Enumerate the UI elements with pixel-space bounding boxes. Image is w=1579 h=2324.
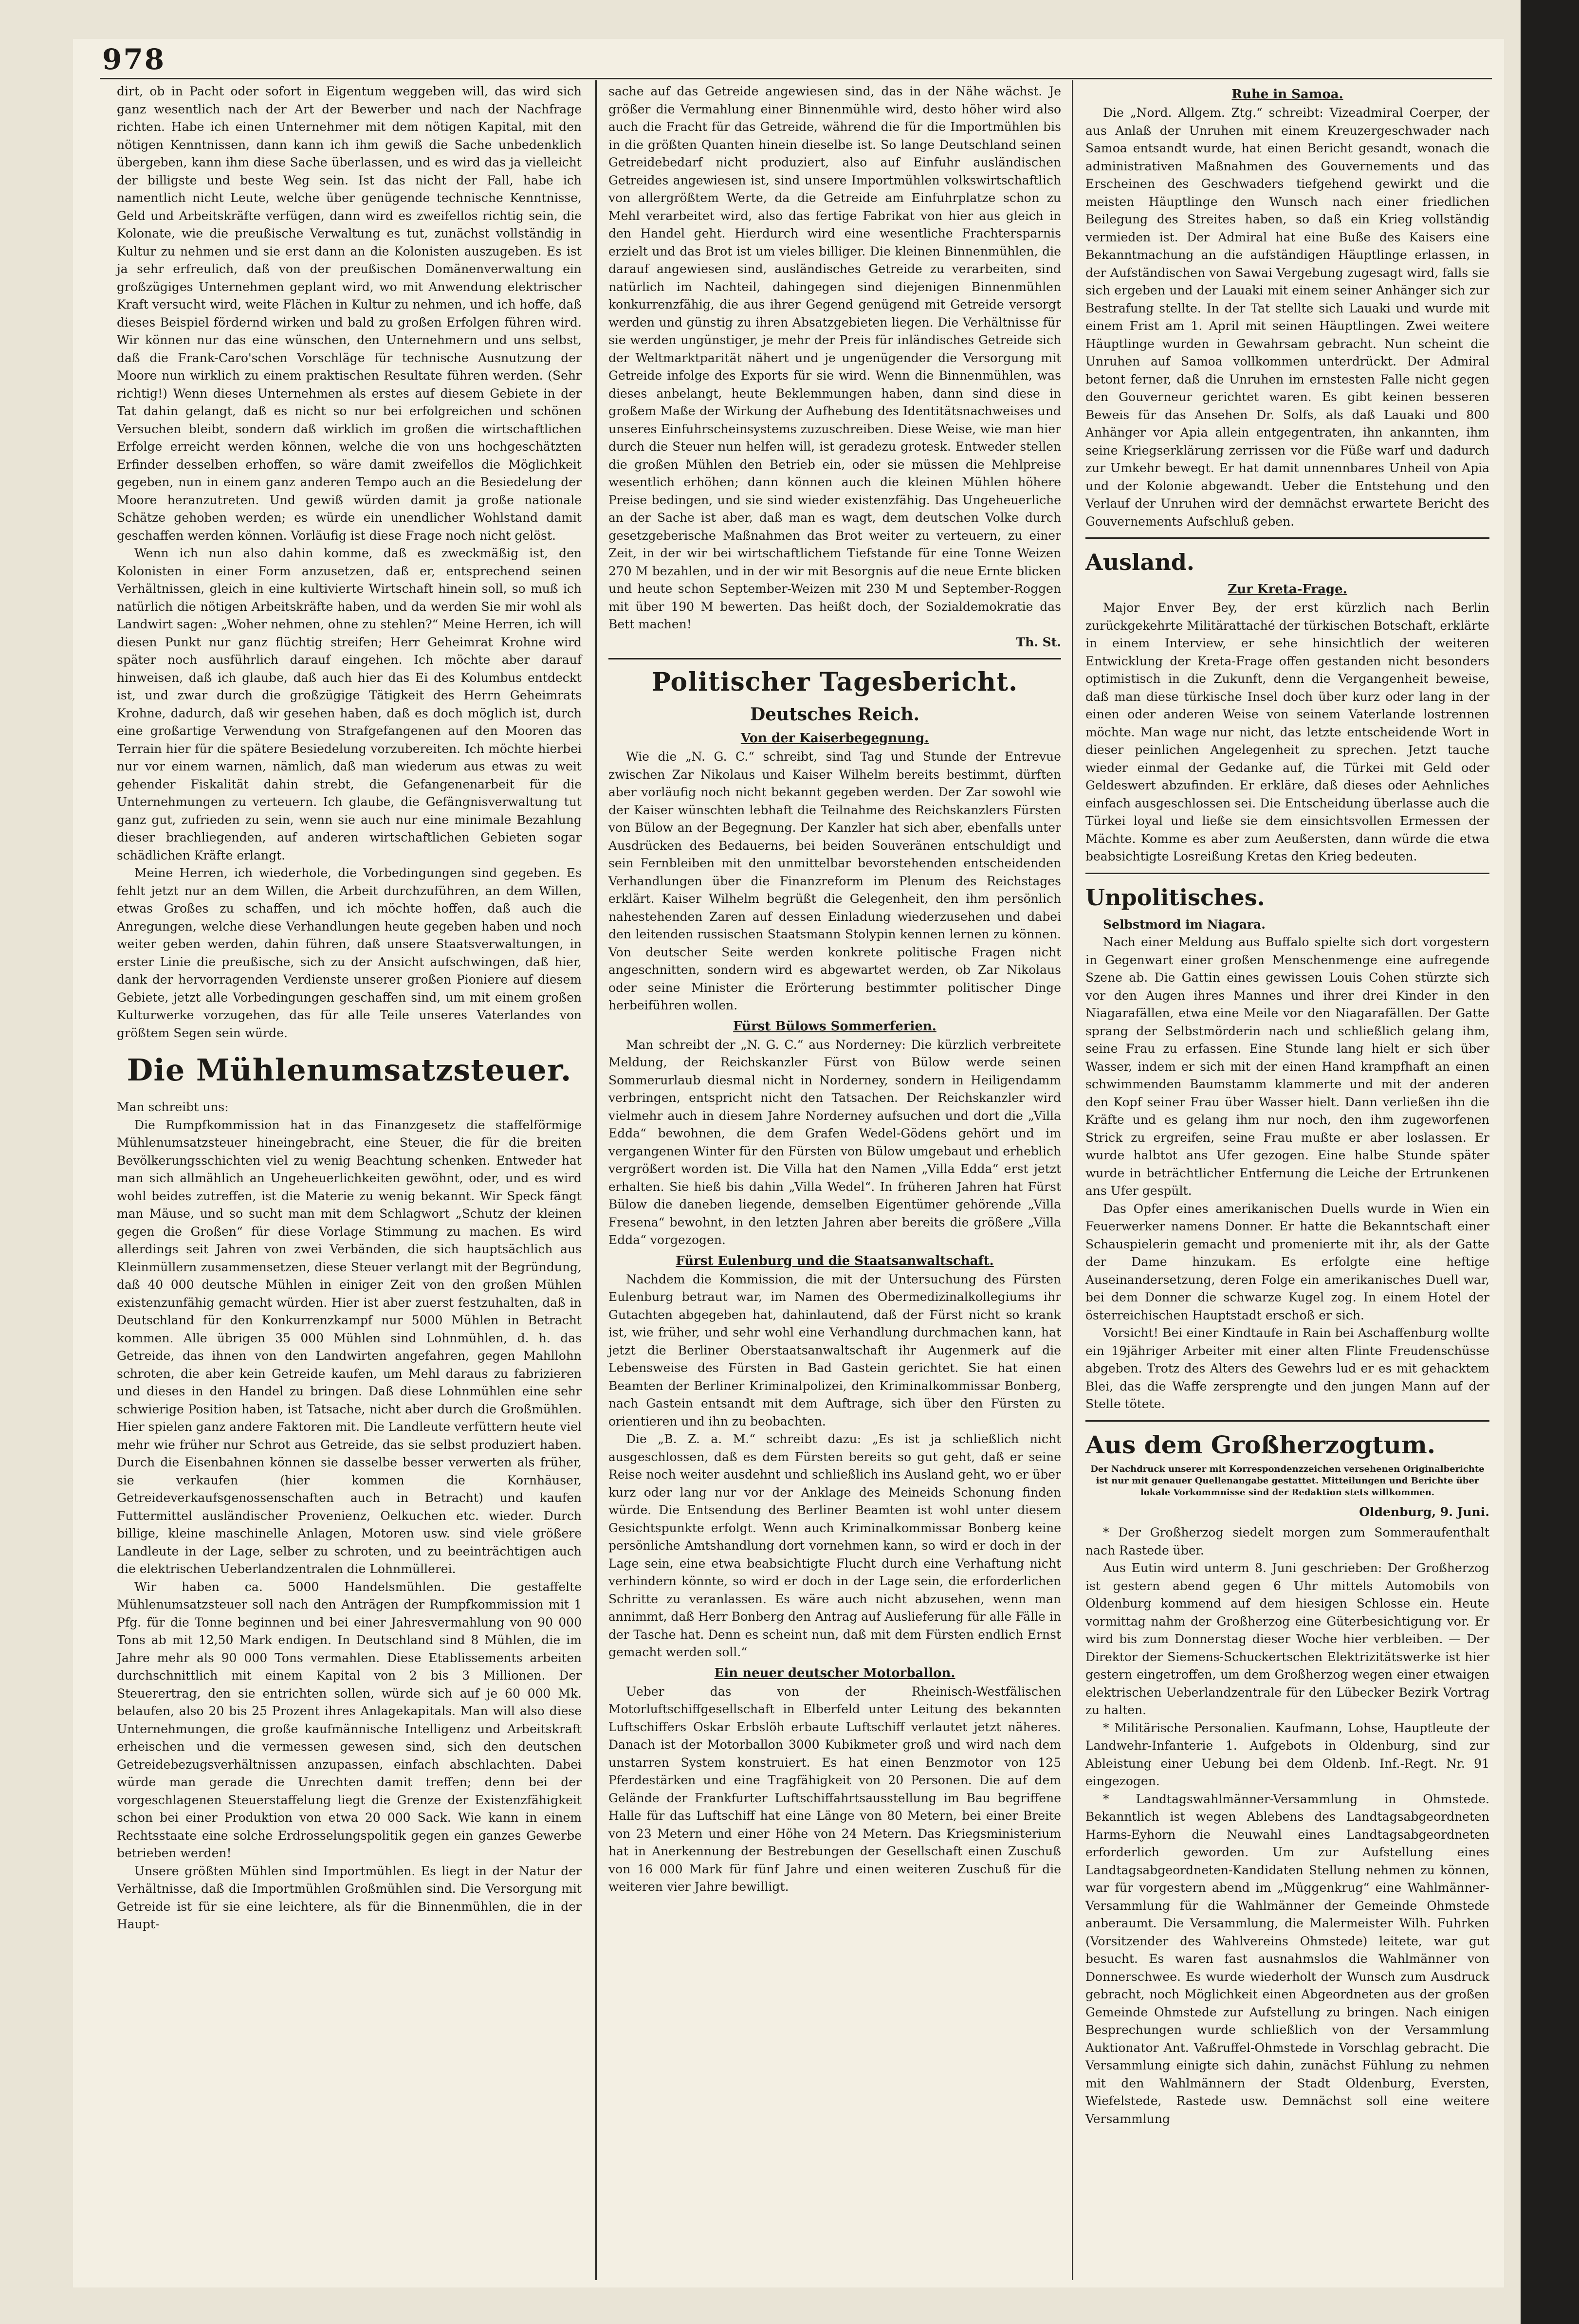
author-signoff: Th. St. xyxy=(1016,635,1061,649)
paragraph: Wie die „N. G. C.“ schreibt, sind Tag und Stunde der Entrevue zwischen Zar Nikolaus und Kaiser Wilhelm bereits bestimmt, dürften aber vorläufig noch nicht bekannt gegeben werden. Der Zar sowohl wie der Kaiser wünschten lebhaft die Teilnahme des Reichskanzlers Fürsten von Bülow an der Begegnung. Der Kanzler hat sich aber, ebenfalls unter Ausdrücken des Bedauerns, bei beiden Souveränen entschuldigt und sein Fernbleiben mit den unmittelbar bevorstehenden entscheidenden Verhandlungen über die Finanzreform im Plenum des Reichstages erklärt. Kaiser Wilhelm begrüßt die Gelegenheit, den ihm persönlich nahestehenden Zaren auf dessen Einladung wiederzusehen und dabei den leitenden russischen Staatsmann Stolypin kennen lernen zu können. Von deutscher Seite werden konkrete politische Fragen nicht angeschnitten, sondern wird es abgewartet werden, ob Zar Nikolaus oder seine Minister die Erörterung bestimmter politischer Dinge herbeiführen wollen. xyxy=(608,750,1061,1012)
item-title: Ein neuer deutscher Motorballon. xyxy=(714,1665,955,1681)
paragraph: Aus Eutin wird unterm 8. Juni geschrieben: Der Großherzog ist gestern abend gegen 6 Uhr mittels Automobils von Oldenburg kommend auf dem hiesigen Schlosse ein. Heute vormittag nahm der Großherzog eine Güterbesichtigung vor. Er wird bis zum Donnerstag dieser Woche hier verbleiben. — Der Direktor der Siemens-Schuckertschen Elektrizitätswerke ist hier gestern eingetroffen, um dem Großherzog wegen einer etwaigen elektrischen Ueberlandzentrale für den Lübecker Bezirk Vortrag zu halten. xyxy=(1085,1561,1489,1717)
paragraph: Vorsicht! Bei einer Kindtaufe in Rain bei Aschaffenburg wollte ein 19jähriger Arbeiter mit einer alten Flinte Freudenschüsse abgeben. Trotz des Alters des Gewehrs lud er es mit gehacktem Blei, das die Waffe zersprengte und den jungen Mann auf der Stelle tötete. xyxy=(1085,1326,1489,1411)
item-title: Selbstmord im Niagara. xyxy=(1103,917,1266,932)
paragraph: Man schreibt uns: xyxy=(117,1100,229,1114)
paragraph: Das Opfer eines amerikanischen Duells wurde in Wien ein Feuerwerker namens Donner. Er hatte die Bekanntschaft einer Schauspielerin gemacht und promenierte mit ihr, als der Gatte der Dame hinzukam. Es erfolgte eine heftige Auseinandersetzung, deren Folge ein amerikanisches Duell war, bei dem Donner die schwarze Kugel zog. In einem Hotel der österreichischen Hauptstadt erschoß er sich. xyxy=(1085,1201,1489,1322)
paragraph: dirt, ob in Pacht oder sofort in Eigentum weggeben will, das wird sich ganz wesentlich nach der Art der Bewerber und nach der Nachfrage richten. Habe ich einen Unternehmer mit dem nötigen Kapital, mit den nötigen Kenntnissen, dann kann ich ihm gewiß die Sache unbedenklich übergeben, kann ihm diese Sache überlassen, und es wird das ja vielleicht der billigste und beste Weg sein. Ist das nicht der Fall, habe ich namentlich nicht Leute, welche über genügende technische Kenntnisse, Geld und Arbeitskräfte verfügen, dann wird es zweifellos richtig sein, die Kolonate, wie die preußische Verwaltung es tut, zunächst vollständig in Kultur zu nehmen und sie erst dann an die Kolonisten auszugeben. Es ist ja sehr erfreulich, daß von der preußischen Domänenverwaltung ein großzügiges Unternehmen geplant wird, wo mit Anwendung elektrischer Kraft versucht wird, weite Flächen in Kultur zu nehmen, und ich hoffe, daß dieses Beispiel fördernd wirken und bald zu großen Erfolgen führen wird. Wir können nur das eine wünschen, den Unternehmern und uns selbst, daß die Frank-Caro'schen Vorschläge für technische Ausnutzung der Moore nun wirklich zu einem praktischen Resultate führen werden. (Sehr richtig!) Wenn dieses Unternehmen als erstes auf diesem Gebiete in der Tat dahin gelangt, daß es nicht so nur bei erfolgreichen und schönen Versuchen bleibt, sondern daß wirklich im großen die wirtschaftlichen Erfolge erreicht werden können, welche die von uns hochgeschätzten Erfinder desselben erhoffen, so wäre damit zweifellos die Möglichkeit gegeben, nun in einem ganz anderen Tempo auch an die Besiedelung der Moore heranzutreten. Und gewiß würden damit ja große nationale Schätze gehoben werden; es würde ein unendlicher Wohlstand damit geschaffen werden können. Vorläufig ist diese Frage noch nicht gelöst. xyxy=(117,84,582,543)
paragraph: * Der Großherzog siedelt morgen zum Sommeraufenthalt nach Rastede über. xyxy=(1085,1525,1489,1557)
paragraph xyxy=(1085,916,1489,934)
section-subtitle: Deutsches Reich. xyxy=(750,704,920,725)
divider xyxy=(608,658,1061,659)
paragraph: Ueber das von der Rheinisch-Westfälischen Motorluftschiffgesellschaft in Elberfeld unter Leitung des bekannten Luftschiffers Oskar Erbslöh erbaute Luftschiff verlautet jetzt näheres. Danach ist der Motorballon 3000 Kubikmeter groß und wird nach dem unstarren System konstruiert. Es hat einen Benzmotor von 125 Pferdestärken und eine Tragfähigkeit von 20 Personen. Die auf dem Gelände der Frankfurter Luftschiffahrtsausstellung im Bau begriffene Halle für das Luftschiff hat eine Länge von 80 Metern, bei einer Breite von 23 Metern und einer Höhe von 24 Metern. Das Kriegsministerium hat in Anerkennung der Bestrebungen der Gesellschaft einen Zuschuß von 16 000 Mark für fünf Jahre und einen weiteren Zuschuß für die weiteren vier Jahre bewilligt. xyxy=(608,1684,1061,1894)
dateline: Oldenburg, 9. Juni. xyxy=(1359,1504,1489,1519)
paragraph: Die „Nord. Allgem. Ztg.“ schreibt: Vizeadmiral Coerper, der aus Anlaß der Unruhen mit einem Kreuzergeschwader nach Samoa entsandt wurde, hat einen Bericht gesandt, wonach die administrativen Maßnahmen des Gouvernements und das Erscheinen des Geschwaders tiefgehend gewirkt und die meisten Häuptlinge den Wunsch nach einer friedlichen Beilegung des Streites haben, so daß ein Krieg vollständig vermieden ist. Der Admiral hat eine Buße des Kaisers eine Bekanntmachung an die aufständigen Häuptlinge erlassen, in der Aufständischen von Sawai Vergebung zugesagt wird, falls sie sich ergeben und der Lauaki mit einem seiner Anhänger sich zur Bestrafung stellte. In der Tat stellte sich Lauaki und wurde mit einem Frist am 1. April mit seinen Häuptlingen. Zwei weitere Häuptlinge wurden in Gewahrsam gebracht. Nun scheint die Unruhen auf Samoa vollkommen unterdrückt. Der Admiral betont ferner, daß die Unruhen im ernstesten Falle nicht gegen den Gouverneur gerichtet waren. Es gibt keinen besseren Beweis für das Ansehen Dr. Solfs, als daß Lauaki und 800 Anhänger vor Apia allein entgegentraten, ihn ankannten, ihm seine Kriegserklärung zerrissen vor die Füße warf und dadurch zur Umkehr bewegt. Er hat damit unnennbares Unheil von Apia und der Kolonie abgewandt. Ueber die Entstehung und den Verlauf der Unruhen wird der demnächst erwartete Bericht des Gouvernements Aufschluß geben. xyxy=(1085,106,1489,529)
article-headline: Die Mühlenumsatzsteuer. xyxy=(127,1052,572,1088)
reprint-notice: Der Nachdruck unserer mit Korrespondenzzeichen versehenen Originalberichte ist nur mit genauer Quellenangabe gestattet. Mitteilungen und Berichte über lokale Vorkommnisse sind der Redaktion stets willkommen. xyxy=(1090,1464,1485,1498)
item-title: Von der Kaiserbegegnung. xyxy=(740,731,929,746)
paragraph: Meine Herren, ich wiederhole, die Vorbedingungen sind gegeben. Es fehlt jetzt nur an dem Willen, die Arbeit durchzuführen, an dem Willen, etwas Großes zu schaffen, und ich möchte hoffen, daß auch die Anregungen, welche diese Verhandlungen heute gegeben haben und noch weiter geben werden, dahin führen, daß unsere Staatsverwaltungen, in erster Linie die preußische, sich zu der Ansicht aufschwingen, daß hier, dank der hervorragenden Verdienste unserer großen Pioniere auf diesem Gebiete, jetzt alle Vorbedingungen geschaffen sind, um mit einem großen Kulturwerke vorzugehen, das für alle Teile unseres Vaterlandes von größtem Segen sein würde. xyxy=(117,866,582,1040)
paragraph: Die „B. Z. a. M.“ schreibt dazu: „Es ist ja schließlich nicht ausgeschlossen, daß es dem Fürsten bereits so gut geht, daß er seine Reise noch weiter ausdehnt und schließlich ins Ausland geht, wo er über kurz oder lang nur vor der Anklage des Meineids Schonung finden würde. Die Entsendung des Berliner Beamten ist wohl unter diesem Gesichtspunkte erfolgt. Wenn auch Kriminalkommissar Bonberg keine persönliche Amtshandlung dort vornehmen kann, so wird er doch in der Lage sein, eine etwa beabsichtigte Flucht durch eine Verhaftung nicht verhindern könnte, so wird er doch in der Lage sein, die erforderlichen Schritte zu veranlassen. Es wäre auch nicht abzusehen, wenn man annimmt, daß Herr Bonberg den Antrag auf Auslieferung für alle Fälle in der Tasche hat. Denn es scheint nun, daß mit dem Fürsten endlich Ernst gemacht werden soll.“ xyxy=(608,1432,1061,1659)
paragraph: Wir haben ca. 5000 Handelsmühlen. Die gestaffelte Mühlenumsatzsteuer soll nach den Anträgen der Rumpfkommission mit 1 Pfg. für die Tonne beginnen und bei einer Jahresvermahlung von 90 000 Tons ab mit 12,50 Mark endigen. In Deutschland sind 8 Mühlen, die im Jahre mehr als 90 000 Tons vermahlen. Diese Etablissements arbeiten durchschnittlich mit einem Kapital von 2 bis 3 Millionen. Der Steuerertrag, den sie entrichten sollen, würde sich auf je 60 000 Mk. belaufen, also 20 bis 25 Prozent ihres Anlagekapitals. Man will also diese Unternehmungen, die große kaufmännische Intelligenz und Arbeitskraft erheischen und die vermessen gewesen sind, sich den deutschen Getreidebezugsverhältnissen anzupassen, einfach abschlachten. Dabei würde man gerade die Unrechten damit treffen; denn bei der vorgeschlagenen Steuerstaffelung liegt die Grenze der Existenzfähigkeit schon bei einer Produktion von etwa 20 000 Sack. Wie kann in einem Rechtsstaate eine solche Erdrosselungspolitik gegen ein ganzes Gewerbe betrieben werden! xyxy=(117,1579,582,1860)
paragraph: * Landtagswahlmänner-Versammlung in Ohmstede. Bekanntlich ist wegen Ablebens des Landtagsabgeordneten Harms-Eyhorn die Neuwahl eines Landtagsabgeordneten erforderlich geworden. Um zur Aufstellung eines Landtagsabgeordneten-Kandidaten Stellung nehmen zu können, war für vorgestern abend im „Müggenkrug“ eine Wahlmänner-Versammlung für die Wahlmänner der Gemeinde Ohmstede anberaumt. Die Versammlung, die Malermeister Wilh. Fuhrken (Vorsitzender des Wahlvereins Ohmstede) leitete, war gut besucht. Es waren fast ausnahmslos die Wahlmänner von Donnerschwee. Es wurde wiederholt der Wunsch zum Ausdruck gebracht, noch Möglichkeit einen Abgeordneten aus der großen Gemeinde Ohmstede zur Aufstellung zu bringen. Nach einigen Besprechungen wurde schließlich von der Versammlung Auktionator Ant. Vaßruffel-Ohmstede in Vorschlag gebracht. Die Versammlung einigte sich dahin, zunächst Fühlung zu nehmen mit den Wahlmännern der Stadt Oldenburg, Eversten, Wiefelstede, Rastede usw. Demnächst soll eine weitere Versammlung xyxy=(1085,1792,1489,2126)
paragraph: Nach einer Meldung aus Buffalo spielte sich dort vorgestern in Gegenwart einer großen Menschenmenge eine aufregende Szene ab. Die Gattin eines gewissen Louis Cohen stürzte sich vor den Augen ihres Mannes und ihrer drei Kinder in den Niagarafällen, etwa eine Meile vor den Niagarafällen. Der Gatte sprang der Selbstmörderin nach und schließlich gelang ihm, seine Frau zu erfassen. Eine Stunde lang hielt er sich über Wasser, indem er sich mit der einen Hand krampfhaft an einen schwimmenden Baumstamm klammerte und mit der anderen den Kopf seiner Frau über Wasser hielt. Dann verließen ihn die Kräfte und es gelang ihm nur noch, den ihm zugeworfenen Strick zu ergreifen, seine Frau mußte er aber loslassen. Er wurde halbtot ans Ufer gezogen. Eine halbe Stunde später wurde in beträchtlicher Entfernung die Leiche der Ertrunkenen ans Ufer gespült. xyxy=(1085,935,1489,1198)
item-title: Fürst Bülows Sommerferien. xyxy=(733,1019,936,1034)
column-1 xyxy=(117,83,582,1934)
divider xyxy=(1085,873,1489,874)
top-rule xyxy=(100,78,1492,79)
paragraph: Unsere größten Mühlen sind Importmühlen. Es liegt in der Natur der Verhältnisse, daß die Importmühlen Großmühlen sind. Die Versorgung mit Getreide ist für sie eine leichtere, als für die Binnenmühlen, die in der Haupt- xyxy=(117,1864,582,1931)
page-number: 978 xyxy=(102,43,166,76)
column-2 xyxy=(608,83,1061,1896)
paragraph: Nachdem die Kommission, die mit der Untersuchung des Fürsten Eulenburg betraut war, im Namen des Obermedizinalkollegiums ihr Gutachten abgegeben hat, dahinlautend, daß der Fürst nicht so krank ist, wie früher, und sehr wohl eine Verhandlung durchmachen kann, hat jetzt die Berliner Oberstaatsanwaltschaft ihr Augenmerk auf die Lebensweise des Fürsten in Bad Gastein gerichtet. Sie hat einen Beamten der Berliner Kriminalpolizei, den Kriminalkommissar Bonberg, nach Gastein entsandt mit dem Auftrage, sich über den Fürsten zu orientieren und ihn zu beobachten. xyxy=(608,1272,1061,1428)
section-headline: Politischer Tagesbericht. xyxy=(651,667,1018,697)
item-title: Ruhe in Samoa. xyxy=(1231,87,1343,102)
item-title: Fürst Eulenburg und die Staatsanwaltschaft. xyxy=(676,1253,994,1268)
section-headline: Ausland. xyxy=(1085,549,1194,575)
paragraph: Die Rumpfkommission hat in das Finanzgesetz die staffelförmige Mühlenumsatzsteuer hineingebracht, eine Steuer, die für die breiten Bevölkerungsschichten viel zu wenig Beachtung schenken. Entweder hat man sich allmählich an Ungeheuerlichkeiten gewöhnt, oder, und es wird wohl beides zutreffen, ist die Materie zu wenig bekannt. Wir Speck fängt man Mäuse, und so sucht man mit dem Schlagwort „Schutz der kleinen gegen die Großen“ für diese Vorlage Stimmung zu machen. Es wird allerdings seit Jahren von zwei Verbänden, die sich hauptsächlich aus Kleinmüllern zusammensetzen, diese Steuer verlangt mit der Begründung, daß 40 000 deutsche Mühlen in einiger Zeit von den großen Mühlen existenzunfähig gemacht würden. Hier ist aber zuerst festzuhalten, daß in Deutschland für den Konkurrenzkampf nur 5000 Mühlen in Betracht kommen. Alle übrigen 35 000 Mühlen sind Lohnmühlen, d. h. das Getreide, das ihnen von den Landwirten angefahren, gegen Mahllohn schroten, die aber kein Getreide kaufen, um Mehl daraus zu fabrizieren und dieses in den Handel zu bringen. Daß diese Lohnmühlen eine sehr schwierige Position haben, ist Tatsache, nicht aber durch die Großmühlen. Hier spielen ganz andere Faktoren mit. Die Landleute verfüttern heute viel mehr wie früher nur Schrot aus Getreide, das sie selbst produziert haben. Durch die Eisenbahnen können sie dasselbe besser verwerten als früher, sie verkaufen (hier kommen die Kornhäuser, Getreideverkaufsgenossenschaften auch in Betracht) und kaufen Futtermittel ausländischer Provenienz, Oelkuchen etc. wieder. Durch billige, kleine maschinelle Anlagen, Motoren usw. sind viele größere Landleute in der Lage, selber zu schroten, und zu beeinträchtigen auch die elektrischen Ueberlandzentralen die Lohnmüllerei. xyxy=(117,1117,582,1576)
column-rule-1 xyxy=(595,80,597,2280)
divider xyxy=(1085,537,1489,539)
divider xyxy=(1085,1420,1489,1422)
column-rule-2 xyxy=(1072,80,1073,2280)
paragraph: Major Enver Bey, der erst kürzlich nach Berlin zurückgekehrte Militärattaché der türkischen Botschaft, erklärte in einem Interview, er sehe hinsichtlich der weiteren Entwicklung der Kreta-Frage offen gestanden nicht besonders optimistisch in die Zukunft, denn die Vergangenheit beweise, daß man diese türkische Insel doch über kurz oder lang in der einen oder anderen Weise von seinem Vaterlande lostrennen möchte. Man wage nur nicht, das letzte entscheidende Wort in dieser peinlichen Angelegenheit zu sprechen. Jetzt tauche wieder einmal der Gedanke auf, die Türkei mit Geld oder Geldeswert abzufinden. Er erkläre, daß dieses oder Aehnliches einfach ausgeschlossen sei. Die Entscheidung überlasse auch die Türkei loyal und ließe sie dem einsichtsvollen Ermessen der Mächte. Komme es aber zum Aeußersten, dann würde die etwa beabsichtigte Losreißung Kretas den Krieg bedeuten. xyxy=(1085,601,1489,863)
paragraph: sache auf das Getreide angewiesen sind, das in der Nähe wächst. Je größer die Vermahlung einer Binnenmühle wird, desto höher wird also auch die Fracht für das Getreide, während die für die Importmühlen bis in die größten Quanten hinein dieselbe ist. So lange Deutschland seinen Getreidebedarf nicht produziert, also auf Einfuhr ausländischen Getreides angewiesen ist, sind unsere Importmühlen volkswirtschaftlich von allergrößtem Werte, da die Getreide am Einfuhrplatze schon zu Mehl verarbeitet wird, also das fertige Fabrikat von hier aus gleich in den Handel geht. Hierdurch wird eine wesentliche Frachtersparnis erzielt und das Brot ist um vieles billiger. Die kleinen Binnenmühlen, die darauf angewiesen sind, ausländisches Getreide zu verarbeiten, sind natürlich im Nachteil, dahingegen sind diejenigen Binnenmühlen konkurrenzfähig, die aus ihrer Gegend genügend mit Getreide versorgt werden und günstig zu ihren Absatzgebieten liegen. Die Verhältnisse für sie werden ungünstiger, je mehr der Preis für inländisches Getreide sich der Weltmarktparität nähert und je ungenügender die Versorgung mit Getreide infolge des Exports für sie wird. Wenn die Binnenmühlen, was dieses anbelangt, heute Beklemmungen haben, dann sind diese in großem Maße der Wirkung der Aufhebung des Identitätsnachweises und unseres Einfuhrscheinsystems zuzuschreiben. Diese Weise, wie man hier durch die Steuer nun helfen will, ist geradezu grotesk. Entweder stellen die großen Mühlen den Betrieb ein, oder sie müssen die Mehlpreise wesentlich erhöhen; dann können auch die kleinen Mühlen höhere Preise bedingen, und sie sind wieder existenzfähig. Das Ungeheuerliche an der Sache ist aber, daß man es wagt, dem deutschen Volke durch gesetzgeberische Maßnahmen das Brot weiter zu verteuern, zu einer Zeit, in der wir bei wirtschaftlichem Tiefstande für eine Tonne Weizen 270 M bezahlen, und in der wir mit Besorgnis auf die neue Ernte blicken und heute schon September-Weizen mit 230 M und September-Roggen mit über 190 M bewerten. Das heißt doch, der Sozialdemokratie das Bett machen! xyxy=(608,84,1061,631)
item-title: Zur Kreta-Frage. xyxy=(1228,582,1347,597)
section-headline: Unpolitisches. xyxy=(1085,884,1265,911)
section-headline: Aus dem Großherzogtum. xyxy=(1085,1430,1436,1459)
column-3 xyxy=(1085,83,1489,2128)
paragraph: Wenn ich nun also dahin komme, daß es zweckmäßig ist, den Kolonisten in einer Form anzusetzen, daß er, entsprechend seinen Verhältnissen, gleich in eine kultivierte Wirtschaft hinein soll, so muß ich natürlich die nötigen Arbeitskräfte haben, und da werden Sie mir wohl als Landwirt sagen: „Woher nehmen, ohne zu stehlen?“ Meine Herren, ich will diesen Punkt nur ganz flüchtig streifen; Herr Geheimrat Krohne wird später noch ausführlich darauf eingehen. Ich möchte aber darauf hinweisen, daß ich glaube, daß auch hier das Ei des Kolumbus entdeckt ist, und zwar durch die großzügige Tätigkeit des Herrn Geheimrats Krohne, dadurch, daß wir gesehen haben, daß es doch möglich ist, durch eine großartige Verwendung von Strafgefangenen auf den Mooren das Terrain hier für die spätere Besiedelung vorzubereiten. Ich möchte hierbei nur vor einem warnen, nämlich, daß man wiederum aus etwas zu weit gehender Fiskalität dahin strebt, die Gefangenenarbeit für die Unternehmungen zu verteuern. Ich glaube, die Gefängnisverwaltung tut ganz gut, zufrieden zu sein, wenn sie auch nur eine minimale Bezahlung dieser brachliegenden, auf anderen wirtschaftlichen Gebieten sogar schädlichen Kräfte erlangt. xyxy=(117,546,582,862)
paragraph: Man schreibt der „N. G. C.“ aus Norderney: Die kürzlich verbreitete Meldung, der Reichskanzler Fürst von Bülow werde seinen Sommerurlaub diesmal nicht in Norderney, sondern in Heiligendamm verbringen, entspricht nicht den Tatsachen. Der Reichskanzler wird vielmehr auch in diesem Jahre Norderney aufsuchen und dort die „Villa Edda“ bewohnen, die dem Grafen Wedel-Gödens gehört und im vergangenen Winter für den Fürsten von Bülow umgebaut und erheblich vergrößert worden ist. Die Villa hat den Namen „Villa Edda“ erst jetzt erhalten. Sie hieß bis dahin „Villa Wedel“. In früheren Jahren hat Fürst Bülow die daneben liegende, demselben Eigentümer gehörende „Villa Fresena“ bewohnt, in den letzten Jahren aber bereits die größere „Villa Edda“ vorgezogen. xyxy=(608,1037,1061,1247)
paragraph: * Militärische Personalien. Kaufmann, Lohse, Hauptleute der Landwehr-Infanterie 1. Aufgebots in Oldenburg, sind zur Ableistung einer Uebung bei dem Oldenb. Inf.-Regt. Nr. 91 eingezogen. xyxy=(1085,1720,1489,1788)
scan-edge xyxy=(1521,0,1579,2324)
